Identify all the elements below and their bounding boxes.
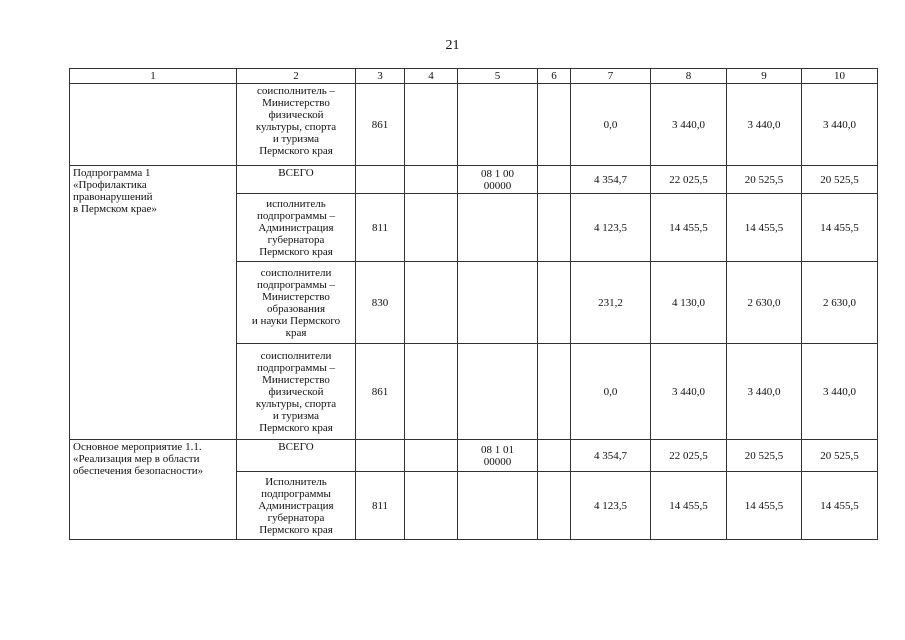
cell: [405, 344, 458, 440]
table-row: [70, 84, 878, 166]
cell: [538, 262, 571, 344]
amount-cell: 14 455,5: [802, 194, 878, 262]
amount-cell: 4 123,5: [571, 472, 651, 540]
executor-cell: исполнитель подпрограммы – Администрация губернатора Пермского края: [237, 194, 356, 262]
amount-cell: 14 455,5: [727, 194, 802, 262]
amount-cell: 2 630,0: [727, 262, 802, 344]
amount-cell: 20 525,5: [802, 166, 878, 194]
column-header: 6: [538, 69, 571, 84]
cell: [538, 472, 571, 540]
amount-cell: 14 455,5: [651, 472, 727, 540]
amount-cell: 4 123,5: [571, 194, 651, 262]
code-cell: 811: [356, 194, 405, 262]
code-cell: [356, 166, 405, 194]
amount-cell: 14 455,5: [802, 472, 878, 540]
table-row: [70, 166, 878, 194]
cell: [538, 344, 571, 440]
budget-table: [69, 68, 878, 540]
table-row: [70, 440, 878, 472]
column-header: 8: [651, 69, 727, 84]
amount-cell: 2 630,0: [802, 262, 878, 344]
amount-cell: 20 525,5: [802, 440, 878, 472]
amount-cell: 20 525,5: [727, 166, 802, 194]
amount-cell: 14 455,5: [651, 194, 727, 262]
program-cell: [70, 84, 237, 166]
code-cell: 830: [356, 262, 405, 344]
program-cell: Подпрограмма 1 «Профилактика правонарушений в Пермском крае»: [70, 166, 237, 440]
column-header: 3: [356, 69, 405, 84]
code-cell: 861: [356, 84, 405, 166]
cell: [405, 84, 458, 166]
program-cell: Основное мероприятие 1.1. «Реализация мер в области обеспечения безопасности»: [70, 440, 237, 540]
cell: [538, 440, 571, 472]
amount-cell: 22 025,5: [651, 440, 727, 472]
column-header: 4: [405, 69, 458, 84]
cell: [458, 262, 538, 344]
cell: [458, 194, 538, 262]
cell: [405, 472, 458, 540]
code-cell: 811: [356, 472, 405, 540]
cell: [538, 166, 571, 194]
amount-cell: 3 440,0: [651, 344, 727, 440]
amount-cell: 4 354,7: [571, 166, 651, 194]
column-header: 2: [237, 69, 356, 84]
column-header: 9: [727, 69, 802, 84]
cell: [458, 344, 538, 440]
code-cell: 861: [356, 344, 405, 440]
cell: [405, 262, 458, 344]
amount-cell: 231,2: [571, 262, 651, 344]
cell: [405, 194, 458, 262]
executor-cell: ВСЕГО: [237, 440, 356, 472]
amount-cell: 3 440,0: [727, 84, 802, 166]
table-header-row: [70, 69, 878, 84]
amount-cell: 20 525,5: [727, 440, 802, 472]
column-header: 7: [571, 69, 651, 84]
cell: [458, 84, 538, 166]
amount-cell: 3 440,0: [727, 344, 802, 440]
cell: [405, 440, 458, 472]
amount-cell: 14 455,5: [727, 472, 802, 540]
amount-cell: 4 354,7: [571, 440, 651, 472]
amount-cell: 3 440,0: [802, 84, 878, 166]
column-header: 10: [802, 69, 878, 84]
page-number: 21: [445, 38, 460, 53]
cell: [458, 472, 538, 540]
executor-cell: Исполнитель подпрограммы Администрация губернатора Пермского края: [237, 472, 356, 540]
executor-cell: соисполнители подпрограммы – Министерство образования и науки Пермского края: [237, 262, 356, 344]
amount-cell: 0,0: [571, 344, 651, 440]
code-cell: [356, 440, 405, 472]
column-header: 5: [458, 69, 538, 84]
classification-code-cell: 08 1 00 00000: [458, 166, 538, 194]
amount-cell: 0,0: [571, 84, 651, 166]
classification-code-cell: 08 1 01 00000: [458, 440, 538, 472]
cell: [538, 84, 571, 166]
executor-cell: ВСЕГО: [237, 166, 356, 194]
amount-cell: 4 130,0: [651, 262, 727, 344]
amount-cell: 3 440,0: [651, 84, 727, 166]
amount-cell: 22 025,5: [651, 166, 727, 194]
cell: [405, 166, 458, 194]
executor-cell: соисполнители подпрограммы – Министерство физической культуры, спорта и туризма Пермского края: [237, 344, 356, 440]
executor-cell: соисполнитель – Министерство физической культуры, спорта и туризма Пермского края: [237, 84, 356, 166]
amount-cell: 3 440,0: [802, 344, 878, 440]
column-header: 1: [70, 69, 237, 84]
cell: [538, 194, 571, 262]
